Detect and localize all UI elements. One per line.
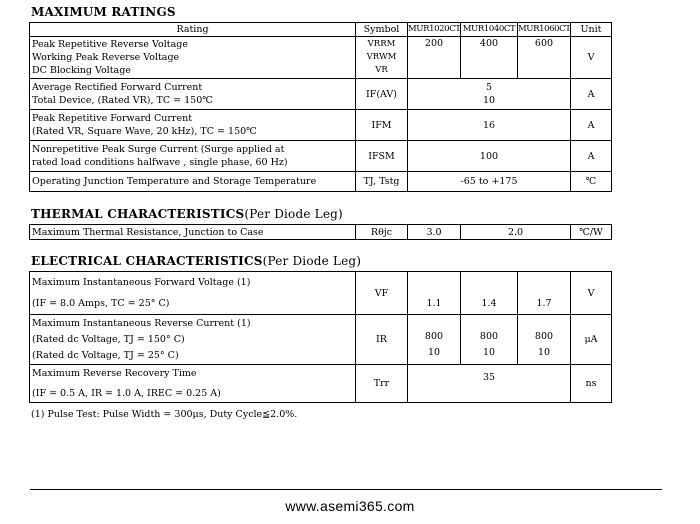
table-row: [30, 365, 612, 403]
unit-cell: ℃/W: [571, 225, 612, 240]
label-line: Total Device, (Rated VR), TC = 150℃: [32, 95, 213, 106]
symbol-cell: Trr: [356, 365, 408, 403]
unit-cell: V: [571, 37, 612, 79]
header-part-2: MUR1040CT: [461, 23, 518, 37]
rating-label: [30, 141, 356, 172]
value-cell: [518, 315, 571, 365]
unit-cell: A: [571, 141, 612, 172]
label-line: DC Blocking Voltage: [32, 65, 131, 76]
electrical-title: [31, 254, 361, 268]
thermal-table: [29, 224, 612, 240]
thermal-title: [31, 207, 343, 221]
symbol-cell: [356, 37, 408, 79]
symbol-cell: Rθjc: [356, 225, 408, 240]
table-row: [30, 37, 612, 79]
max-ratings-title: MAXIMUM RATINGS: [31, 5, 176, 19]
value-cell: [461, 315, 518, 365]
rating-label: [30, 272, 356, 315]
value-line: 800: [424, 331, 444, 342]
value-cell: 16: [408, 110, 571, 141]
header-symbol: Symbol: [356, 23, 408, 37]
table-row: [30, 225, 612, 240]
label-line: (IF = 0.5 A, IR = 1.0 A, IREC = 0.25 A): [32, 388, 221, 399]
value-cell: [408, 79, 571, 110]
electrical-table: [29, 271, 612, 403]
value-cell: 600: [518, 37, 571, 79]
symbol-cell: IF(AV): [356, 79, 408, 110]
header-unit: Unit: [571, 23, 612, 37]
label-line: (Rated VR, Square Wave, 20 kHz), TC = 150℃: [32, 126, 257, 137]
value-cell: 100: [408, 141, 571, 172]
unit-cell: ℃: [571, 172, 612, 192]
value-cell: 1.7: [518, 272, 571, 315]
electrical-subtitle: (Per Diode Leg): [262, 254, 362, 268]
label-line: (Rated dc Voltage, TJ = 150° C): [32, 334, 185, 345]
symbol-line: VRWM: [366, 52, 397, 62]
rating-label: [30, 110, 356, 141]
value-cell: [408, 315, 461, 365]
symbol-cell: VF: [356, 272, 408, 315]
label-line: Working Peak Reverse Voltage: [32, 52, 180, 63]
symbol-cell: IFSM: [356, 141, 408, 172]
table-row: [30, 315, 612, 365]
thermal-subtitle: (Per Diode Leg): [244, 207, 343, 221]
header-rating: Rating: [30, 23, 356, 37]
value-cell: 1.1: [408, 272, 461, 315]
symbol-cell: IFM: [356, 110, 408, 141]
symbol-cell: TJ, Tstg: [356, 172, 408, 192]
value-line: 800: [534, 331, 554, 342]
header-part-3: MUR1060CT: [518, 23, 571, 37]
label-line: rated load conditions halfwave , single phase, 60 Hz): [32, 157, 288, 168]
rating-label: [30, 79, 356, 110]
value-line: 10: [427, 347, 441, 358]
footnote: (1) Pulse Test: Pulse Width = 300μs, Duty Cycle≦2.0%.: [31, 409, 298, 420]
rating-label: [30, 37, 356, 79]
label-line: Maximum Instantaneous Reverse Current (1): [32, 318, 251, 329]
value-cell: -65 to +175: [408, 172, 571, 192]
table-row: [30, 79, 612, 110]
label-line: Maximum Reverse Recovery Time: [32, 368, 197, 379]
unit-cell: μA: [571, 315, 612, 365]
symbol-line: VRRM: [367, 39, 396, 49]
table-row: [30, 110, 612, 141]
label-line: Peak Repetitive Reverse Voltage: [32, 39, 188, 50]
rating-label: [30, 315, 356, 365]
label-line: Nonrepetitive Peak Surge Current (Surge applied at: [32, 144, 285, 155]
value-cell: 200: [408, 37, 461, 79]
unit-cell: A: [571, 110, 612, 141]
electrical-title-text: ELECTRICAL CHARACTERISTICS: [31, 254, 263, 268]
max-ratings-table: [29, 22, 612, 192]
rating-label: [30, 365, 356, 403]
value-cell: 2.0: [461, 225, 571, 240]
value-cell: 3.0: [408, 225, 461, 240]
symbol-line: VR: [375, 65, 388, 75]
thermal-title-text: THERMAL CHARACTERISTICS: [31, 207, 245, 221]
footer-website: www.asemi365.com: [285, 498, 415, 514]
value-line: 5: [485, 82, 493, 93]
label-line: (IF = 8.0 Amps, TC = 25° C): [32, 298, 170, 309]
label-line: (Rated dc Voltage, TJ = 25° C): [32, 350, 179, 361]
label-line: Maximum Instantaneous Forward Voltage (1): [32, 277, 251, 288]
value-cell: 1.4: [461, 272, 518, 315]
unit-cell: A: [571, 79, 612, 110]
rating-label: Maximum Thermal Resistance, Junction to Case: [30, 225, 356, 240]
label-line: Average Rectified Forward Current: [32, 82, 203, 93]
value-line: 10: [537, 347, 551, 358]
table-row: [30, 272, 612, 315]
value-line: 10: [482, 347, 496, 358]
value-cell: 35: [408, 365, 571, 403]
symbol-cell: IR: [356, 315, 408, 365]
label-line: Peak Repetitive Forward Current: [32, 113, 193, 124]
header-part-1: MUR1020CT: [408, 23, 461, 37]
rating-label: Operating Junction Temperature and Storage Temperature: [30, 172, 356, 192]
unit-cell: V: [571, 272, 612, 315]
table-row: [30, 141, 612, 172]
value-line: 800: [479, 331, 499, 342]
table-row: [30, 172, 612, 192]
value-cell: 400: [461, 37, 518, 79]
value-line: 10: [482, 95, 496, 106]
divider: [30, 489, 662, 490]
unit-cell: ns: [571, 365, 612, 403]
